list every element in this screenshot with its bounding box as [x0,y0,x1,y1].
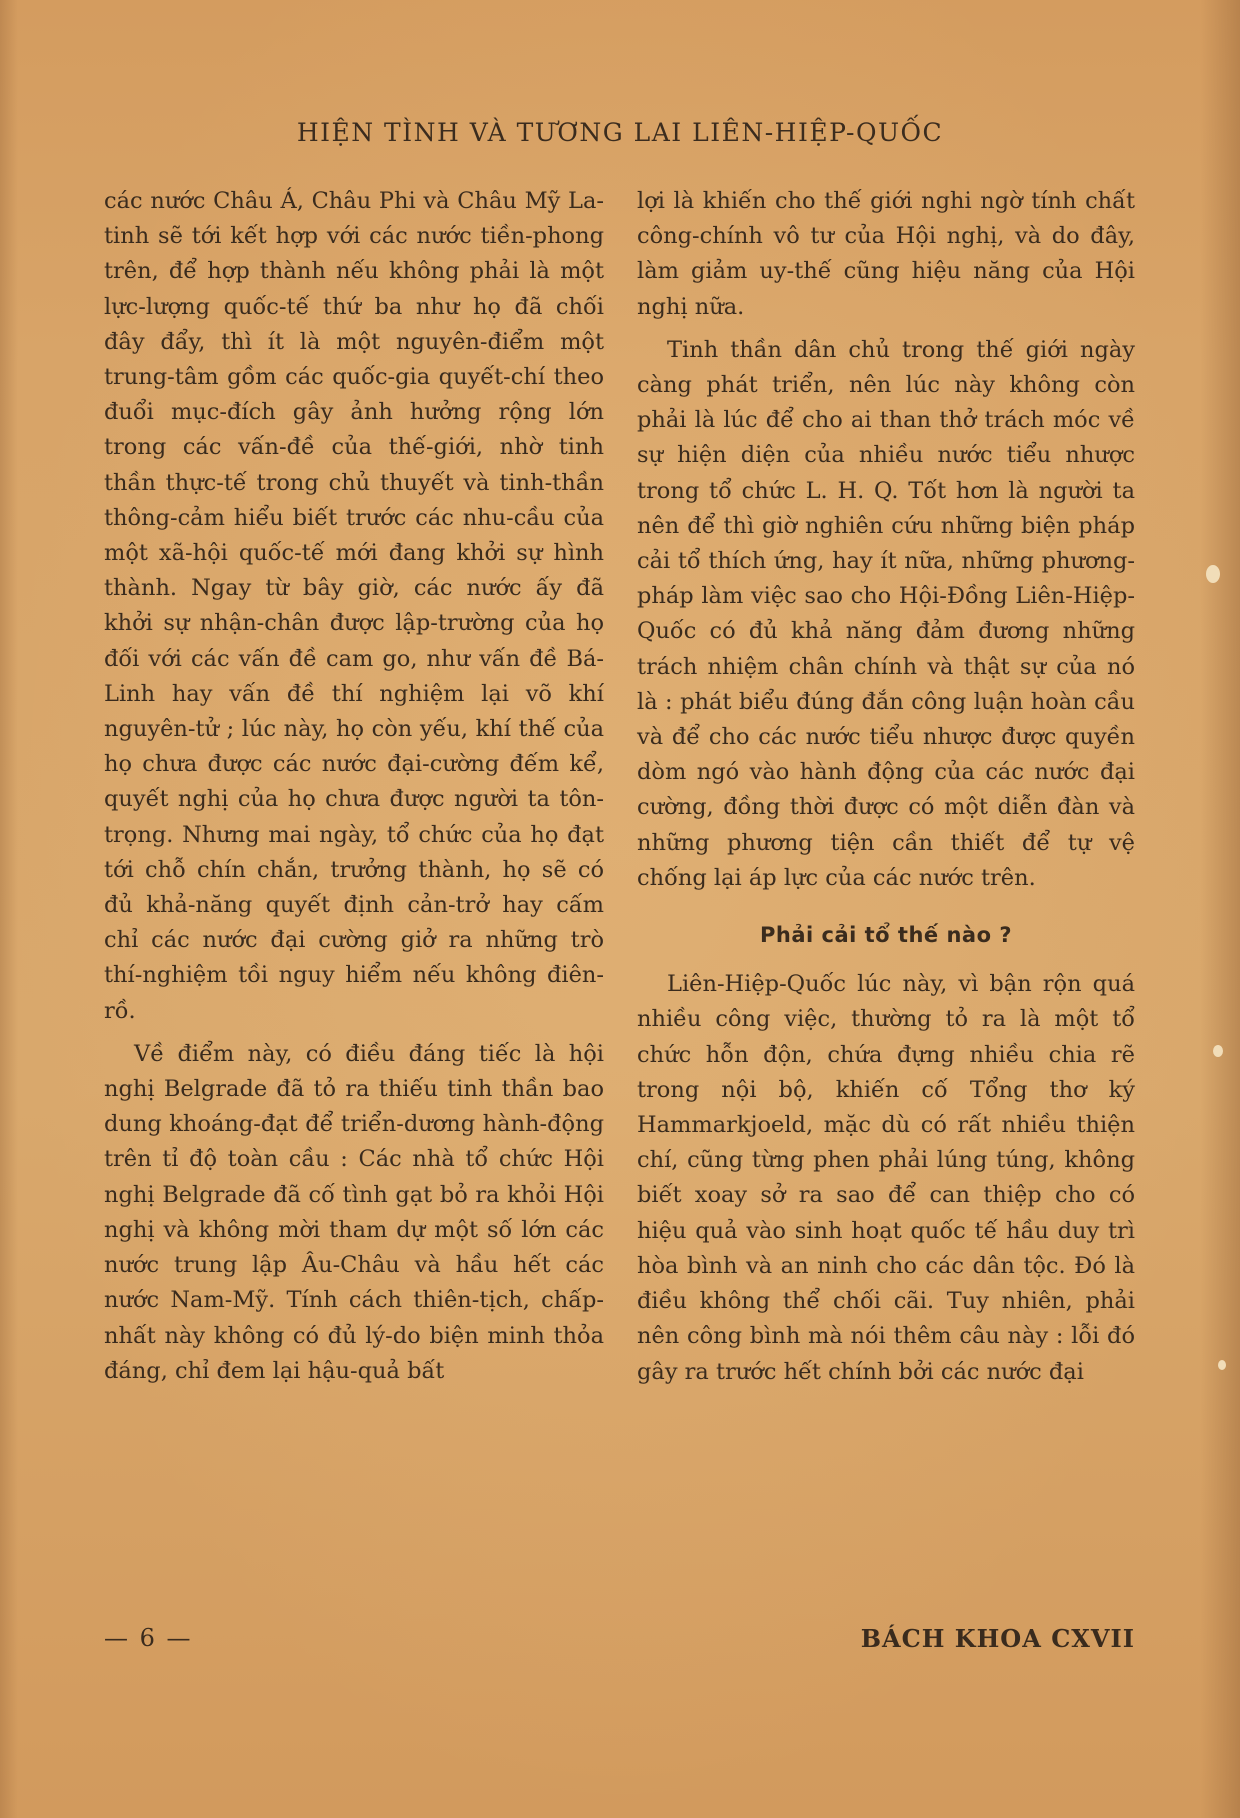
page-edge-shadow-right [1200,0,1240,1818]
section-heading: Phải cải tổ thế nào ? [759,923,1012,948]
left-paragraph-2: Về điểm này, có điều đáng tiếc là hội nghị Belgrade đã tỏ ra thiếu tinh thần bao dung khoáng-đạt để triển-dương hành-động trên tỉ độ toàn cầu : Các nhà tổ chức Hội nghị Belgrade đã cố tình gạt bỏ ra khỏi Hội nghị và không mời tham dự một số lớn các nước trung lập Âu-Châu và hầu hết các nước Nam-Mỹ. Tính cách thiên-tịch, chấp-nhất này không có đủ lý-do biện minh thỏa đáng, chỉ đem lại hậu-quả bất [104,1040,604,1384]
paper-blemish [1206,565,1220,583]
left-column [104,184,604,1389]
paper-blemish [1213,1045,1223,1057]
right-paragraph-3: Liên-Hiệp-Quốc lúc này, vì bận rộn quá nhiều công việc, thường tỏ ra là một tổ chức hỗn độn, chứa đựng nhiều chia rẽ trong nội bộ, khiến cố Tổng thơ ký Hammarkjoeld, mặc dù có rất nhiều thiện chí, cũng từng phen phải lúng túng, không biết xoay sở ra sao để can thiệp cho có hiệu quả vào sinh hoạt quốc tế hầu duy trì hòa bình và an ninh cho các dân tộc. Đó là điều không thể chối cãi. Tuy nhiên, phải nên công bình mà nói thêm câu này : lỗi đó gây ra trước hết chính bởi các nước đại [637,971,1135,1385]
paper-blemish [1218,1360,1226,1370]
publication-name: BÁCH KHOA CXVII [860,1624,1135,1653]
left-paragraph-1: các nước Châu Á, Châu Phi và Châu Mỹ La-tinh sẽ tới kết hợp với các nước tiền-phong trên, để hợp thành nếu không phải là một lực-lượng quốc-tế thứ ba như họ đã chối đây đẩy, thì ít là một nguyên-điểm một trung-tâm gồm các quốc-gia quyết-chí theo đuổi mục-đích gây ảnh hưởng rộng lớn trong các vấn-đề của thế-giới, nhờ tinh thần thực-tế trong chủ thuyết và tinh-thần thông-cảm hiểu biết trước các nhu-cầu của một xã-hội quốc-tế mới đang khởi sự hình thành. Ngay từ bây giờ, các nước ấy đã khởi sự nhận-chân được lập-trường của họ đối với các vấn đề cam go, như vấn đề Bá-Linh hay vấn đề thí nghiệm lại võ khí nguyên-tử ; lúc này, họ còn yếu, khí thế của họ chưa được các nước đại-cường đếm kể, quyết nghị của họ chưa được người ta tôn-trọng. Nhưng mai ngày, tổ chức của họ đạt tới chỗ chín chắn, trưởng thành, họ sẽ có đủ khả-năng quyết định cản-trở hay cấm chỉ các nước đại cường giở ra những trò thí-nghiệm tồi nguy hiểm nếu không điên-rồ. [104,188,604,1024]
page-number: — 6 — [104,1624,193,1652]
page-edge-shadow-left [0,0,18,1818]
running-head: HIỆN TÌNH VÀ TƯƠNG LAI LIÊN-HIỆP-QUỐC [296,118,944,147]
right-paragraph-1: lợi là khiến cho thế giới nghi ngờ tính chất công-chính vô tư của Hội nghị, và do đây, làm giảm uy-thế cũng hiệu năng của Hội nghị nữa. [637,188,1135,320]
right-paragraph-2: Tinh thần dân chủ trong thế giới ngày càng phát triển, nên lúc này không còn phải là lúc để cho ai than thở trách móc về sự hiện diện của nhiều nước tiểu nhược trong tổ chức L. H. Q. Tốt hơn là người ta nên để thì giờ nghiên cứu những biện pháp cải tổ thích ứng, hay ít nữa, những phương-pháp làm việc sao cho Hội-Đồng Liên-Hiệp-Quốc có đủ khả năng đảm đương những trách nhiệm chân chính và thật sự của nó là : phát biểu đúng đắn công luận hoàn cầu và để cho các nước tiểu nhược được quyền dòm ngó vào hành động của các nước đại cường, đồng thời được có một diễn đàn và những phương tiện cần thiết để tự vệ chống lại áp lực của các nước trên. [637,336,1135,891]
right-column [637,184,1135,1390]
